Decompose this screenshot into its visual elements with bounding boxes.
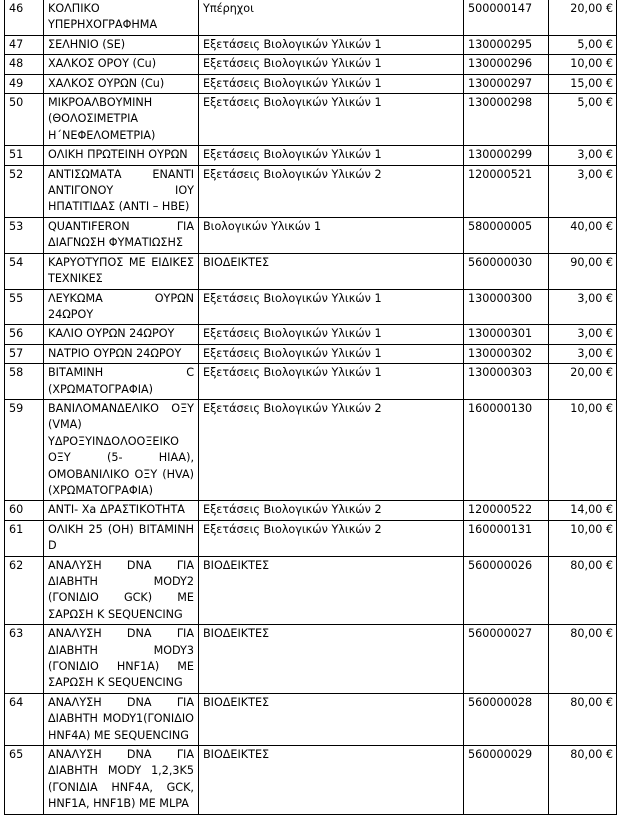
- exam-price-cell: [549, 35, 617, 54]
- exam-code: 120000522: [468, 503, 533, 517]
- exam-name: ΚΑΛΙΟ ΟΥΡΩΝ 24ΩΡΟΥ: [48, 327, 175, 341]
- table-row: [5, 746, 617, 815]
- exam-name-cell: [44, 146, 199, 165]
- row-number: 57: [9, 346, 24, 360]
- exam-category-cell: [199, 0, 464, 35]
- row-number-cell: [5, 399, 44, 500]
- row-number: 47: [9, 37, 24, 51]
- exam-name: ΝΑΤΡΙΟ ΟΥΡΩΝ 24ΩΡΟΥ: [48, 346, 182, 360]
- table-row: [5, 325, 617, 344]
- exam-price-cell: [549, 501, 617, 520]
- exam-name-cell: [44, 289, 199, 325]
- exam-name-cell: [44, 746, 199, 815]
- exam-category-cell: [199, 35, 464, 54]
- exam-price-cell: [549, 746, 617, 815]
- exam-price-cell: [549, 94, 617, 146]
- exam-name: ΒΑΝΙΛΟΜΑΝΔΕΛΙΚΟ ΟΞΥ (VMA) ΥΔΡΟΞΥΙΝΔΟΛΟΟΞΕΙΚΟ ΟΞΥ (5- HIAA), ΟΜΟΒΑΝΙΛΙΚΟ ΟΞΥ (HVA) (ΧΡΩΜΑΤΟΓΡΑΦΙΑ): [48, 401, 194, 497]
- table-row: [5, 289, 617, 325]
- exam-price: 20,00 €: [570, 2, 613, 15]
- exam-name: QUANTIFERON ΓΙΑ ΔΙΑΓΝΩΣΗ ΦΥΜΑΤΙΩΣΗΣ: [48, 219, 194, 250]
- row-number: 64: [9, 695, 24, 709]
- row-number: 56: [9, 327, 24, 341]
- table-row: [5, 520, 617, 556]
- exam-name: ΑΝΑΛΥΣΗ DNA ΓΙΑ ΔΙΑΒΗΤΗ MODY1(ΓΟΝΙΔΙΟ HNF4A) ΜΕ SEQUENCING: [48, 695, 194, 742]
- exam-name-cell: [44, 520, 199, 556]
- table-row: [5, 253, 617, 289]
- exam-category-cell: [199, 693, 464, 745]
- exam-name-cell: [44, 625, 199, 694]
- table-row: [5, 74, 617, 93]
- exam-code-cell: [464, 217, 549, 253]
- table-row: [5, 501, 617, 520]
- exam-name-cell: [44, 693, 199, 745]
- exam-code: 560000028: [468, 695, 533, 709]
- exam-code: 560000029: [468, 748, 533, 762]
- exam-code-cell: [464, 253, 549, 289]
- exam-code-cell: [464, 289, 549, 325]
- exam-price-cell: [549, 55, 617, 74]
- exam-code: 130000300: [468, 291, 533, 305]
- exam-code-cell: [464, 746, 549, 815]
- row-number: 48: [9, 57, 24, 71]
- exam-name: ΑΝΑΛΥΣΗ DNA ΓΙΑ ΔΙΑΒΗΤΗ MODY 1,2,3Κ5 (ΓΟΝΙΔΙΑ HNF4A, GCK, HNF1A, HNF1B) ΜΕ MLPA: [48, 748, 194, 811]
- exam-code-cell: [464, 556, 549, 625]
- exam-category-cell: [199, 325, 464, 344]
- row-number-cell: [5, 74, 44, 93]
- exam-name: ΑΝΑΛΥΣΗ DNA ΓΙΑ ΔΙΑΒΗΤΗ MODY3 (ΓΟΝΙΔΙΟ HNF1A) ΜΕ ΣΑΡΩΣΗ Κ SEQUENCING: [48, 627, 194, 690]
- exam-category: Εξετάσεις Βιολογικών Υλικών 1: [203, 327, 382, 341]
- exam-price: 20,00 €: [570, 366, 613, 380]
- exam-name-cell: [44, 364, 199, 400]
- row-number-cell: [5, 556, 44, 625]
- exam-category-cell: [199, 344, 464, 363]
- table-row: [5, 165, 617, 217]
- exam-name-cell: [44, 217, 199, 253]
- exam-code-cell: [464, 146, 549, 165]
- exam-code: 130000302: [468, 346, 533, 360]
- exam-code-cell: [464, 35, 549, 54]
- exam-price-cell: [549, 520, 617, 556]
- row-number: 55: [9, 291, 24, 305]
- exam-name: ΑΝΤΙΣΩΜΑΤΑ ΕΝΑΝΤΙ ΑΝΤΙΓΟΝΟΥ ΙΟΥ ΗΠΑΤΙΤΙΔΑΣ (ΑΝΤΙ – HBE): [48, 167, 194, 214]
- row-number-cell: [5, 35, 44, 54]
- exam-code: 500000147: [468, 2, 533, 15]
- exam-category: ΒΙΟΔΕΙΚΤΕΣ: [203, 748, 270, 762]
- table-row: [5, 364, 617, 400]
- exam-category: Εξετάσεις Βιολογικών Υλικών 1: [203, 57, 382, 71]
- exam-name-cell: [44, 35, 199, 54]
- exam-category: Εξετάσεις Βιολογικών Υλικών 1: [203, 366, 382, 380]
- exam-price-cell: [549, 325, 617, 344]
- table-row: [5, 556, 617, 625]
- exam-code-cell: [464, 0, 549, 35]
- table-row: [5, 94, 617, 146]
- row-number-cell: [5, 0, 44, 35]
- exam-price-cell: [549, 289, 617, 325]
- exam-category: ΒΙΟΔΕΙΚΤΕΣ: [203, 695, 270, 709]
- exam-price: 40,00 €: [570, 219, 613, 233]
- exam-code-cell: [464, 344, 549, 363]
- exam-name-cell: [44, 0, 199, 35]
- exam-code: 160000131: [468, 522, 533, 536]
- row-number: 65: [9, 748, 24, 762]
- exam-price-cell: [549, 399, 617, 500]
- row-number-cell: [5, 94, 44, 146]
- row-number: 63: [9, 627, 24, 641]
- exam-code: 580000005: [468, 219, 533, 233]
- exam-price-cell: [549, 253, 617, 289]
- exam-name-cell: [44, 253, 199, 289]
- exam-name: ΑΝΑΛΥΣΗ DNA ΓΙΑ ΔΙΑΒΗΤΗ MODY2 (ΓΟΝΙΔΙΟ GCK) ΜΕ ΣΑΡΩΣΗ Κ SEQUENCING: [48, 558, 194, 621]
- exam-price-table: [4, 0, 617, 815]
- exam-name: ΒΙΤΑΜΙΝΗ C (ΧΡΩΜΑΤΟΓΡΑΦΙΑ): [48, 366, 194, 396]
- exam-code-cell: [464, 520, 549, 556]
- row-number-cell: [5, 520, 44, 556]
- exam-code-cell: [464, 399, 549, 500]
- exam-name-cell: [44, 74, 199, 93]
- exam-category: Εξετάσεις Βιολογικών Υλικών 1: [203, 346, 382, 360]
- exam-price-cell: [549, 217, 617, 253]
- exam-category: Εξετάσεις Βιολογικών Υλικών 1: [203, 76, 382, 90]
- row-number-cell: [5, 55, 44, 74]
- exam-category: Εξετάσεις Βιολογικών Υλικών 1: [203, 96, 382, 110]
- exam-price: 3,00 €: [577, 346, 613, 360]
- exam-code-cell: [464, 625, 549, 694]
- exam-category-cell: [199, 625, 464, 694]
- exam-code: 120000521: [468, 167, 533, 181]
- row-number: 62: [9, 558, 24, 572]
- exam-price: 80,00 €: [570, 748, 613, 762]
- exam-category-cell: [199, 520, 464, 556]
- exam-price: 3,00 €: [577, 167, 613, 181]
- exam-code: 160000130: [468, 401, 533, 415]
- exam-price-cell: [549, 146, 617, 165]
- exam-price: 3,00 €: [577, 327, 613, 341]
- row-number: 53: [9, 219, 24, 233]
- table-row: [5, 625, 617, 694]
- exam-price: 10,00 €: [570, 522, 613, 536]
- exam-category: Εξετάσεις Βιολογικών Υλικών 2: [203, 167, 382, 181]
- exam-code: 130000295: [468, 37, 533, 51]
- exam-code-cell: [464, 325, 549, 344]
- exam-price-cell: [549, 364, 617, 400]
- row-number: 50: [9, 96, 24, 110]
- exam-code-cell: [464, 693, 549, 745]
- exam-code-cell: [464, 94, 549, 146]
- exam-code: 560000027: [468, 627, 533, 641]
- exam-code: 130000297: [468, 76, 533, 90]
- exam-category-cell: [199, 399, 464, 500]
- exam-price: 5,00 €: [577, 37, 613, 51]
- exam-category: Εξετάσεις Βιολογικών Υλικών 2: [203, 522, 382, 536]
- exam-price: 14,00 €: [570, 503, 613, 517]
- exam-price: 10,00 €: [570, 401, 613, 415]
- exam-category-cell: [199, 289, 464, 325]
- row-number-cell: [5, 289, 44, 325]
- row-number: 58: [9, 366, 24, 380]
- exam-code: 560000026: [468, 558, 533, 572]
- exam-price: 80,00 €: [570, 627, 613, 641]
- exam-code-cell: [464, 364, 549, 400]
- exam-code-cell: [464, 55, 549, 74]
- exam-category: ΒΙΟΔΕΙΚΤΕΣ: [203, 255, 270, 269]
- row-number-cell: [5, 344, 44, 363]
- exam-category-cell: [199, 146, 464, 165]
- exam-name: ΑΝΤΙ- Xa ΔΡΑΣΤΙΚΟΤΗΤΑ: [48, 503, 185, 517]
- row-number-cell: [5, 165, 44, 217]
- row-number-cell: [5, 217, 44, 253]
- row-number: 54: [9, 255, 24, 269]
- exam-code-cell: [464, 501, 549, 520]
- row-number-cell: [5, 253, 44, 289]
- exam-category: Εξετάσεις Βιολογικών Υλικών 1: [203, 148, 382, 162]
- table-row: [5, 146, 617, 165]
- exam-category: ΒΙΟΔΕΙΚΤΕΣ: [203, 558, 270, 572]
- exam-price: 80,00 €: [570, 695, 613, 709]
- exam-category: Βιολογικών Υλικών 1: [203, 219, 322, 233]
- exam-price-cell: [549, 74, 617, 93]
- exam-name: ΧΑΛΚΟΣ ΟΡΟΥ (Cu): [48, 57, 157, 71]
- table-row: [5, 693, 617, 745]
- exam-code: 130000303: [468, 366, 533, 380]
- exam-price: 90,00 €: [570, 255, 613, 269]
- exam-category: ΒΙΟΔΕΙΚΤΕΣ: [203, 627, 270, 641]
- exam-price-cell: [549, 0, 617, 35]
- table-row: [5, 344, 617, 363]
- row-number: 61: [9, 522, 24, 536]
- exam-name: ΜΙΚΡΟΑΛΒΟΥΜΙΝΗ (ΘΟΛΟΣΙΜΕΤΡΙΑ Η΄ΝΕΦΕΛΟΜΕΤΡΙΑ): [48, 96, 156, 142]
- exam-price-cell: [549, 625, 617, 694]
- table-row: [5, 217, 617, 253]
- exam-category-cell: [199, 165, 464, 217]
- exam-code: 560000030: [468, 255, 533, 269]
- table-row: [5, 55, 617, 74]
- row-number-cell: [5, 625, 44, 694]
- exam-name-cell: [44, 399, 199, 500]
- exam-name: ΧΑΛΚΟΣ ΟΥΡΩΝ (Cu): [48, 76, 165, 90]
- row-number: 46: [9, 2, 24, 15]
- exam-code: 130000296: [468, 57, 533, 71]
- exam-category: Υπέρηχοι: [203, 2, 254, 15]
- row-number-cell: [5, 693, 44, 745]
- row-number: 59: [9, 401, 24, 415]
- exam-category: Εξετάσεις Βιολογικών Υλικών 1: [203, 37, 382, 51]
- exam-name-cell: [44, 344, 199, 363]
- exam-price-cell: [549, 344, 617, 363]
- exam-category-cell: [199, 364, 464, 400]
- row-number-cell: [5, 146, 44, 165]
- exam-code: 130000301: [468, 327, 533, 341]
- exam-price: 10,00 €: [570, 57, 613, 71]
- exam-price: 15,00 €: [570, 76, 613, 90]
- exam-name: ΟΛΙΚΗ 25 (ΟΗ) ΒΙΤΑΜΙΝΗ D: [48, 522, 194, 553]
- exam-price: 3,00 €: [577, 291, 613, 305]
- row-number: 60: [9, 503, 24, 517]
- exam-category: Εξετάσεις Βιολογικών Υλικών 2: [203, 401, 382, 415]
- exam-name-cell: [44, 556, 199, 625]
- exam-name: ΚΟΛΠΙΚΟ ΥΠΕΡΗΧΟΓΡΑΦΗΜΑ: [48, 2, 158, 32]
- exam-name-cell: [44, 55, 199, 74]
- exam-category: Εξετάσεις Βιολογικών Υλικών 2: [203, 503, 382, 517]
- exam-category-cell: [199, 746, 464, 815]
- exam-price: 80,00 €: [570, 558, 613, 572]
- table-row: [5, 399, 617, 500]
- exam-name: ΚΑΡΥΟΤΥΠΟΣ ΜΕ ΕΙΔΙΚΕΣ ΤΕΧΝΙΚΕΣ: [48, 255, 194, 286]
- exam-name-cell: [44, 94, 199, 146]
- exam-name-cell: [44, 501, 199, 520]
- exam-code: 130000298: [468, 96, 533, 110]
- exam-name-cell: [44, 325, 199, 344]
- exam-name-cell: [44, 165, 199, 217]
- exam-code: 130000299: [468, 148, 533, 162]
- exam-category-cell: [199, 55, 464, 74]
- exam-category-cell: [199, 94, 464, 146]
- exam-price: 5,00 €: [577, 96, 613, 110]
- exam-price-cell: [549, 556, 617, 625]
- exam-code-cell: [464, 165, 549, 217]
- exam-category-cell: [199, 74, 464, 93]
- table-row: [5, 35, 617, 54]
- exam-price: 3,00 €: [577, 148, 613, 162]
- exam-code-cell: [464, 74, 549, 93]
- row-number: 51: [9, 148, 24, 162]
- table-body: [5, 0, 617, 814]
- exam-category-cell: [199, 253, 464, 289]
- row-number: 49: [9, 76, 24, 90]
- row-number-cell: [5, 325, 44, 344]
- exam-name: ΟΛΙΚΗ ΠΡΩΤΕΙΝΗ ΟΥΡΩΝ: [48, 148, 188, 162]
- exam-name: ΣΕΛΗΝΙΟ (SE): [48, 37, 126, 51]
- exam-category: Εξετάσεις Βιολογικών Υλικών 1: [203, 291, 382, 305]
- row-number-cell: [5, 501, 44, 520]
- exam-price-cell: [549, 693, 617, 745]
- table-row: [5, 0, 617, 35]
- exam-category-cell: [199, 556, 464, 625]
- row-number-cell: [5, 746, 44, 815]
- row-number: 52: [9, 167, 24, 181]
- row-number-cell: [5, 364, 44, 400]
- exam-price-cell: [549, 165, 617, 217]
- exam-category-cell: [199, 501, 464, 520]
- exam-category-cell: [199, 217, 464, 253]
- exam-name: ΛΕΥΚΩΜΑ ΟΥΡΩΝ 24ΩΡΟΥ: [48, 291, 194, 321]
